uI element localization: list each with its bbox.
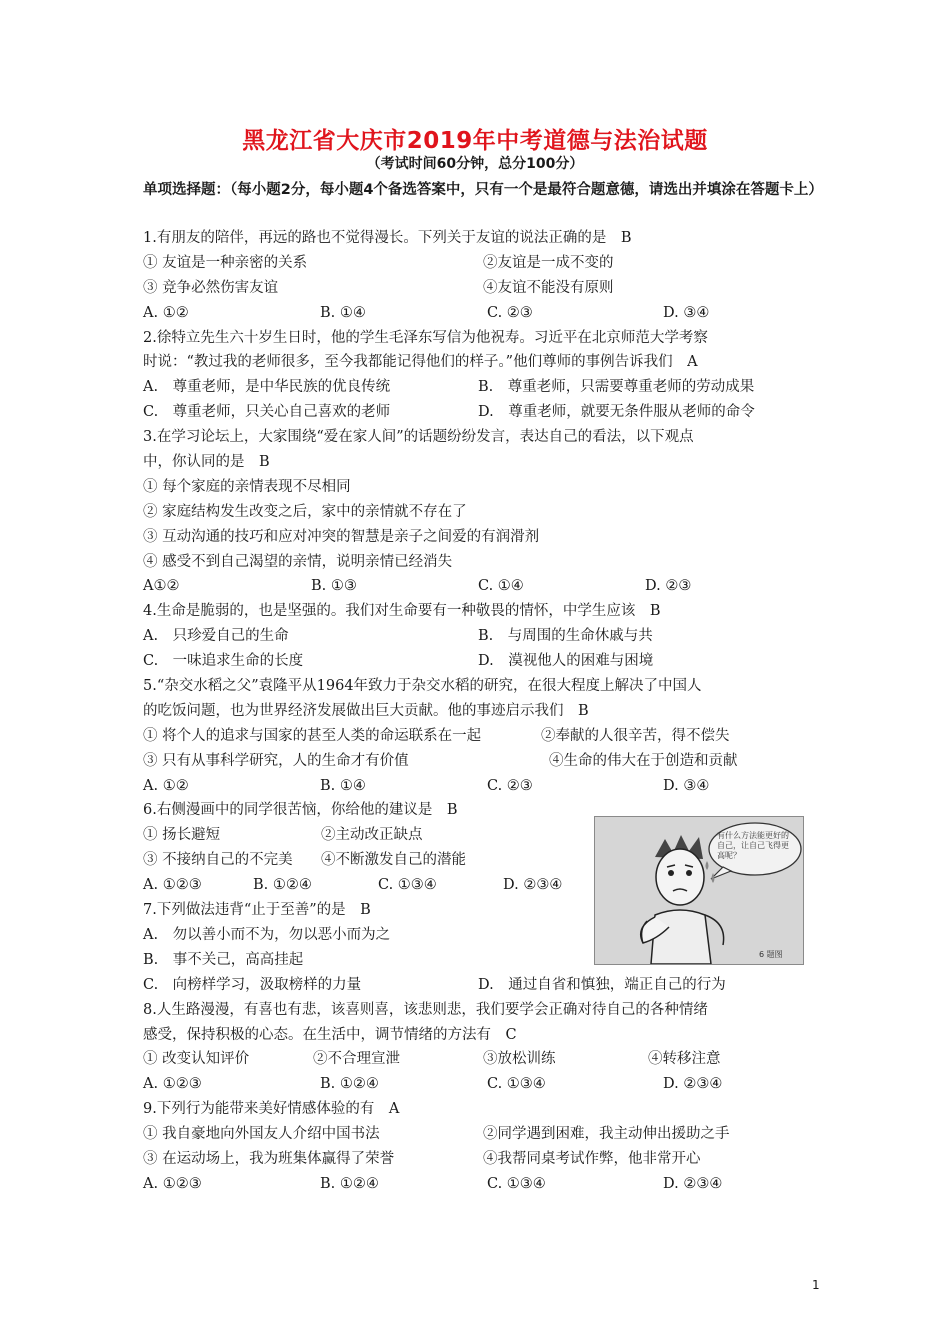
- choice-b: B. ①③: [311, 578, 357, 595]
- statement: ②主动改正缺点: [321, 827, 423, 844]
- question-5-stem: 的吃饭问题，也为世界经济发展做出巨大贡献。他的事迹启示我们 B: [143, 702, 589, 719]
- questions: [143, 226, 823, 1197]
- statement: ②不合理宣泄: [313, 1051, 400, 1068]
- question-1-statements: [143, 251, 823, 276]
- choice-a: A. ①②: [143, 777, 189, 794]
- statement: ④生命的伟大在于创造和贡献: [549, 752, 738, 769]
- choice-c: C. ②③: [487, 777, 533, 794]
- question-3-choices: [143, 574, 823, 599]
- choice-a: A. ①②③: [143, 1175, 202, 1192]
- choice-a: A①②: [143, 578, 180, 595]
- statement: ③ 只有从事科学研究，人的生命才有价值: [143, 752, 409, 769]
- statement: ① 我自豪地向外国友人介绍中国书法: [143, 1126, 380, 1143]
- statement: ① 友谊是一种亲密的关系: [143, 254, 308, 271]
- choice-d: D. 漠视他人的困难与困境: [478, 653, 654, 670]
- choice-d: D. ②③④: [663, 1175, 723, 1192]
- choice-c: C. 一味追求生命的长度: [143, 653, 304, 670]
- statement: ②奉献的人很辛苦，得不偿失: [541, 727, 730, 744]
- choice-a: A. ①②③: [143, 877, 202, 894]
- question-2-stem: 时说：“教过我的老师很多，至今我都能记得他们的样子。”他们尊师的事例告诉我们 A: [143, 354, 698, 371]
- statement: ③ 竞争必然伤害友谊: [143, 279, 279, 296]
- statement: ③ 互动沟通的技巧和应对冲突的智慧是亲子之间爱的有润滑剂: [143, 528, 540, 545]
- question-2-choices: [143, 375, 823, 400]
- choice-c: C. ①③④: [378, 877, 437, 894]
- choice-d: D. ③④: [663, 777, 710, 794]
- choice-c: C. ①③④: [487, 1175, 546, 1192]
- choice-b: B. ①②④: [320, 1175, 379, 1192]
- question-4-choices: [143, 624, 823, 649]
- choice-a: A. 尊重老师，是中华民族的优良传统: [143, 379, 391, 396]
- cartoon-caption: 6 题图: [759, 950, 783, 959]
- choice-a: A. 勿以善小而不为，勿以恶小而为之: [143, 926, 391, 943]
- statement: ③放松训练: [483, 1051, 556, 1068]
- statement: ②友谊是一成不变的: [483, 254, 614, 271]
- statement: ① 改变认知评价: [143, 1051, 250, 1068]
- statement: ③ 在运动场上，我为班集体赢得了荣誉: [143, 1150, 395, 1167]
- section-heading: 单项选择题：（每小题2分，每小题4个备选答案中，只有一个是最符合题意德，请选出并填涂在答题卡上）: [143, 182, 823, 198]
- choice-b: B. ①④: [320, 777, 366, 794]
- question-6-cartoon: [594, 816, 804, 965]
- choice-d: D. ②③: [645, 578, 692, 595]
- question-3-stem: 3.在学习论坛上，大家围绕“爱在家人间”的话题纷纷发言，表达自己的看法，以下观点: [143, 429, 694, 446]
- choice-c: C. 尊重老师，只关心自己喜欢的老师: [143, 404, 391, 421]
- cartoon-speech: 有什么方法能更好的自己，让自己飞得更高呢？: [717, 831, 789, 860]
- statement: ②同学遇到困难，我主动伸出援助之手: [483, 1126, 730, 1143]
- choice-a: A. ①②: [143, 304, 189, 321]
- choice-c: C. ①③④: [487, 1076, 546, 1093]
- question-2-stem: 2.徐特立先生六十岁生日时，他的学生毛泽东写信为他祝寿。习近平在北京师范大学考察: [143, 329, 708, 346]
- choice-b: B. ①④: [320, 304, 366, 321]
- choice-c: C. ①④: [478, 578, 524, 595]
- question-9-statements: [143, 1122, 823, 1147]
- question-1-stem: 1.有朋友的陪伴，再远的路也不觉得漫长。下列关于友谊的说法正确的是 B: [143, 230, 632, 246]
- question-9-stem: 9.下列行为能带来美好情感体验的有 A: [143, 1101, 400, 1118]
- question-9-statements: [143, 1147, 823, 1172]
- exam-info: （考试时间60分钟，总分100分）: [366, 156, 584, 172]
- statement: ① 扬长避短: [143, 827, 221, 844]
- choice-d: D. 尊重老师，就要无条件服从老师的命令: [478, 404, 755, 421]
- question-5-stem: 5.“杂交水稻之父”袁隆平从1964年致力于杂交水稻的研究，在很大程度上解决了中国人: [143, 678, 702, 695]
- question-8-stem: 感受，保持积极的心态。在生活中，调节情绪的方法有 C: [143, 1026, 517, 1043]
- choice-a: A. ①②③: [143, 1076, 202, 1093]
- question-5-statements: [143, 749, 823, 774]
- question-9-choices: [143, 1172, 823, 1197]
- choice-b: B. 尊重老师，只需要尊重老师的劳动成果: [478, 379, 755, 396]
- choice-d: D. ③④: [663, 304, 710, 321]
- question-8-choices: [143, 1072, 823, 1097]
- question-1-statements: [143, 276, 823, 301]
- statement: ④不断激发自己的潜能: [321, 852, 466, 869]
- statement: ① 每个家庭的亲情表现不尽相同: [143, 478, 351, 495]
- question-6-stem: 6.右侧漫画中的同学很苦恼，你给他的建议是 B: [143, 802, 458, 819]
- question-5-statements: [143, 724, 823, 749]
- choice-c: C. 向榜样学习，汲取榜样的力量: [143, 976, 362, 993]
- question-4-choices: [143, 649, 823, 674]
- choice-c: C. ②③: [487, 304, 533, 321]
- question-5-choices: [143, 774, 823, 799]
- statement: ③ 不接纳自己的不完美: [143, 852, 293, 869]
- statement: ④友谊不能没有原则: [483, 279, 614, 296]
- page-number: 1: [812, 1278, 820, 1292]
- question-8-stem: 8.人生路漫漫，有喜也有悲，该喜则喜，该悲则悲，我们要学会正确对待自己的各种情绪: [143, 1001, 708, 1018]
- page-title: 黑龙江省大庆市2019年中考道德与法治试题: [242, 128, 708, 154]
- statement: ④ 感受不到自己渴望的亲情，说明亲情已经消失: [143, 553, 453, 570]
- question-4-stem: 4.生命是脆弱的，也是坚强的。我们对生命要有一种敬畏的情怀，中学生应该 B: [143, 603, 661, 620]
- statement: ② 家庭结构发生改变之后，家中的亲情就不存在了: [143, 503, 467, 520]
- statement: ① 将个人的追求与国家的甚至人类的命运联系在一起: [143, 727, 482, 744]
- choice-b: B. ①②④: [253, 877, 312, 894]
- choice-d: D. ②③④: [503, 877, 563, 894]
- question-7-choices: [143, 973, 823, 998]
- choice-b: B. 事不关己，高高挂起: [143, 951, 304, 968]
- question-1-choices: [143, 301, 823, 326]
- statement: ④我帮同桌考试作弊，他非常开心: [483, 1150, 701, 1167]
- question-7-stem: 7.下列做法违背“止于至善”的是 B: [143, 902, 371, 919]
- question-3-stem: 中，你认同的是 B: [143, 454, 270, 471]
- choice-d: D. 通过自省和慎独，端正自己的行为: [478, 976, 726, 993]
- question-8-statements: [143, 1047, 823, 1072]
- choice-b: B. ①②④: [320, 1076, 379, 1093]
- choice-d: D. ②③④: [663, 1076, 723, 1093]
- choice-b: B. 与周围的生命休戚与共: [478, 628, 653, 645]
- question-2-choices: [143, 400, 823, 425]
- statement: ④转移注意: [648, 1051, 721, 1068]
- choice-a: A. 只珍爱自己的生命: [143, 628, 289, 645]
